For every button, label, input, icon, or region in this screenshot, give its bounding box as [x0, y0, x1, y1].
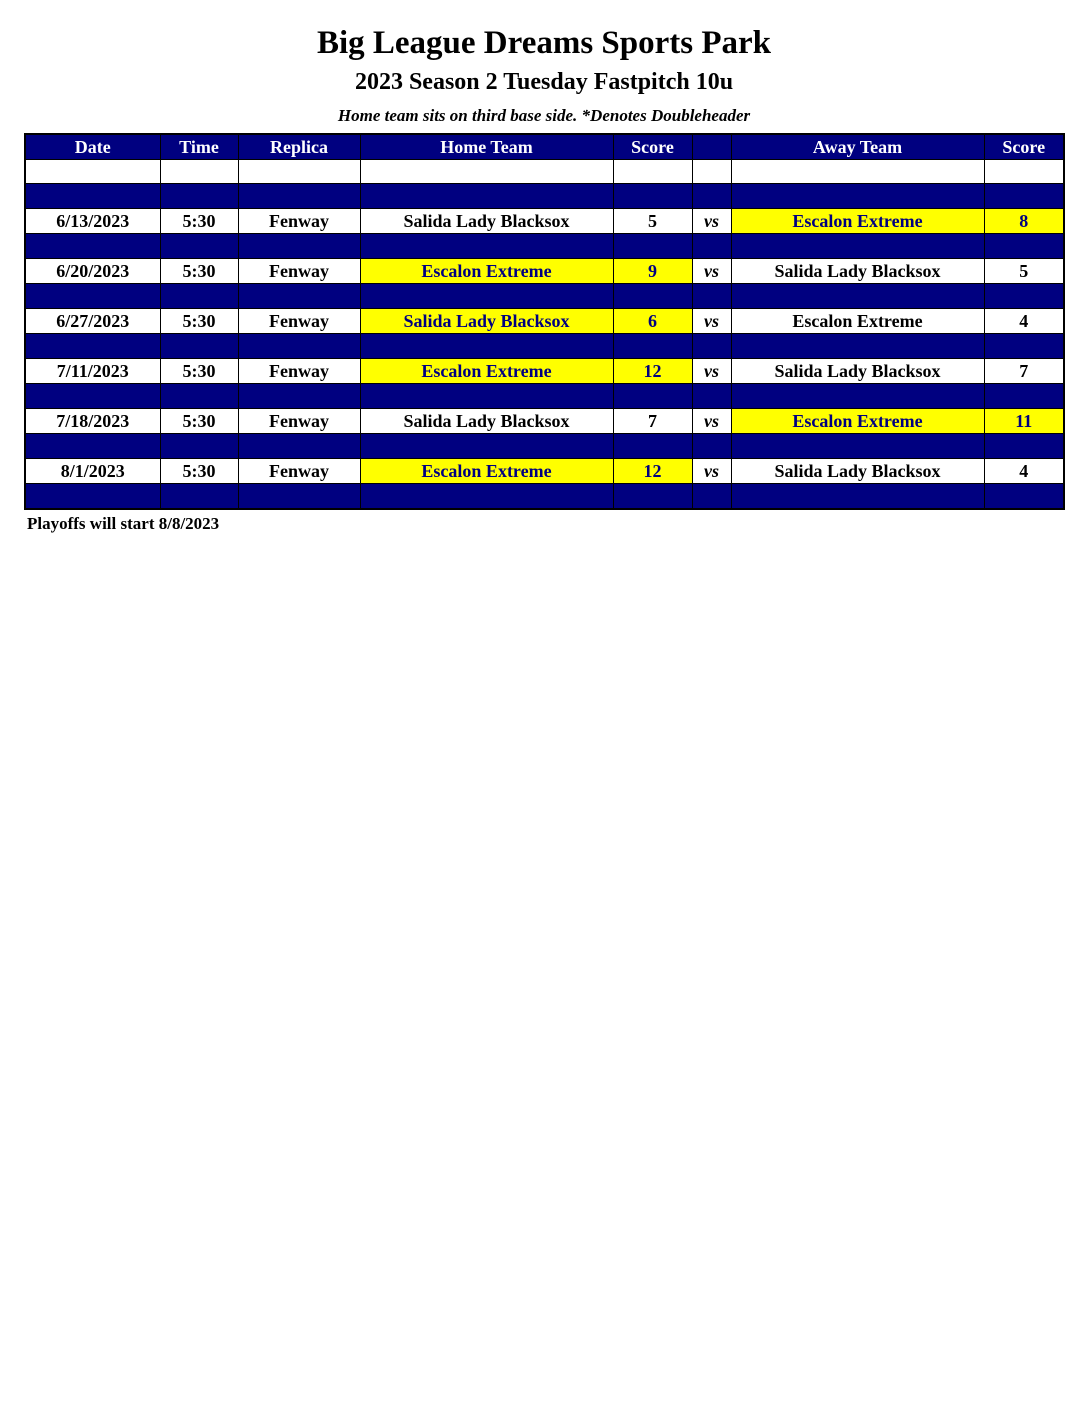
game-time: 5:30: [160, 209, 238, 234]
spacer-row: [25, 484, 1064, 510]
home-score: 6: [613, 309, 692, 334]
spacer-row: [25, 384, 1064, 409]
vs-label: vs: [692, 359, 731, 384]
spacer-row: [25, 434, 1064, 459]
game-replica: Fenway: [238, 259, 360, 284]
game-time: 5:30: [160, 309, 238, 334]
home-score: 12: [613, 459, 692, 484]
home-team: Salida Lady Blacksox: [360, 309, 613, 334]
vs-label: vs: [692, 209, 731, 234]
schedule-table: [24, 133, 1065, 510]
home-team: Escalon Extreme: [360, 259, 613, 284]
away-team: Salida Lady Blacksox: [731, 359, 984, 384]
spacer-row: [25, 184, 1064, 209]
schedule-note: Home team sits on third base side. *Denotes Doubleheader: [337, 106, 751, 125]
col-header-time: Time: [160, 134, 238, 160]
game-date: 6/20/2023: [25, 259, 160, 284]
table-header-row: [25, 134, 1064, 160]
col-header-date: Date: [25, 134, 160, 160]
home-score: 7: [613, 409, 692, 434]
away-team: Salida Lady Blacksox: [731, 259, 984, 284]
game-replica: Fenway: [238, 409, 360, 434]
game-date: 6/27/2023: [25, 309, 160, 334]
col-header-replica: Replica: [238, 134, 360, 160]
game-date: 8/1/2023: [25, 459, 160, 484]
game-replica: Fenway: [238, 309, 360, 334]
home-team: Salida Lady Blacksox: [360, 409, 613, 434]
away-team: Salida Lady Blacksox: [731, 459, 984, 484]
game-time: 5:30: [160, 259, 238, 284]
away-score: 4: [984, 309, 1064, 334]
game-date: 7/18/2023: [25, 409, 160, 434]
table-row: [25, 209, 1064, 234]
away-score: 4: [984, 459, 1064, 484]
page-title: Big League Dreams Sports Park: [316, 25, 772, 61]
away-team: Escalon Extreme: [731, 309, 984, 334]
playoffs-note: Playoffs will start 8/8/2023: [27, 514, 220, 533]
schedule-body: [25, 160, 1064, 510]
blank-row: [25, 160, 1064, 184]
col-header-home-team: Home Team: [360, 134, 613, 160]
home-team: Salida Lady Blacksox: [360, 209, 613, 234]
home-score: 5: [613, 209, 692, 234]
spacer-row: [25, 284, 1064, 309]
home-team: Escalon Extreme: [360, 459, 613, 484]
vs-label: vs: [692, 309, 731, 334]
vs-label: vs: [692, 259, 731, 284]
game-time: 5:30: [160, 359, 238, 384]
away-score: 8: [984, 209, 1064, 234]
col-header-home-score: Score: [613, 134, 692, 160]
table-row: [25, 259, 1064, 284]
game-replica: Fenway: [238, 359, 360, 384]
game-date: 6/13/2023: [25, 209, 160, 234]
col-header-away-score: Score: [984, 134, 1064, 160]
game-replica: Fenway: [238, 459, 360, 484]
home-team: Escalon Extreme: [360, 359, 613, 384]
away-score: 11: [984, 409, 1064, 434]
away-score: 7: [984, 359, 1064, 384]
away-team: Escalon Extreme: [731, 209, 984, 234]
away-team: Escalon Extreme: [731, 409, 984, 434]
page-subtitle: 2023 Season 2 Tuesday Fastpitch 10u: [354, 69, 734, 95]
spacer-row: [25, 334, 1064, 359]
vs-label: vs: [692, 459, 731, 484]
home-score: 9: [613, 259, 692, 284]
table-row: [25, 409, 1064, 434]
game-time: 5:30: [160, 459, 238, 484]
vs-label: vs: [692, 409, 731, 434]
table-row: [25, 459, 1064, 484]
col-header-vs: [692, 134, 731, 160]
home-score: 12: [613, 359, 692, 384]
game-time: 5:30: [160, 409, 238, 434]
spacer-row: [25, 234, 1064, 259]
game-date: 7/11/2023: [25, 359, 160, 384]
table-row: [25, 359, 1064, 384]
col-header-away-team: Away Team: [731, 134, 984, 160]
away-score: 5: [984, 259, 1064, 284]
game-replica: Fenway: [238, 209, 360, 234]
table-row: [25, 309, 1064, 334]
